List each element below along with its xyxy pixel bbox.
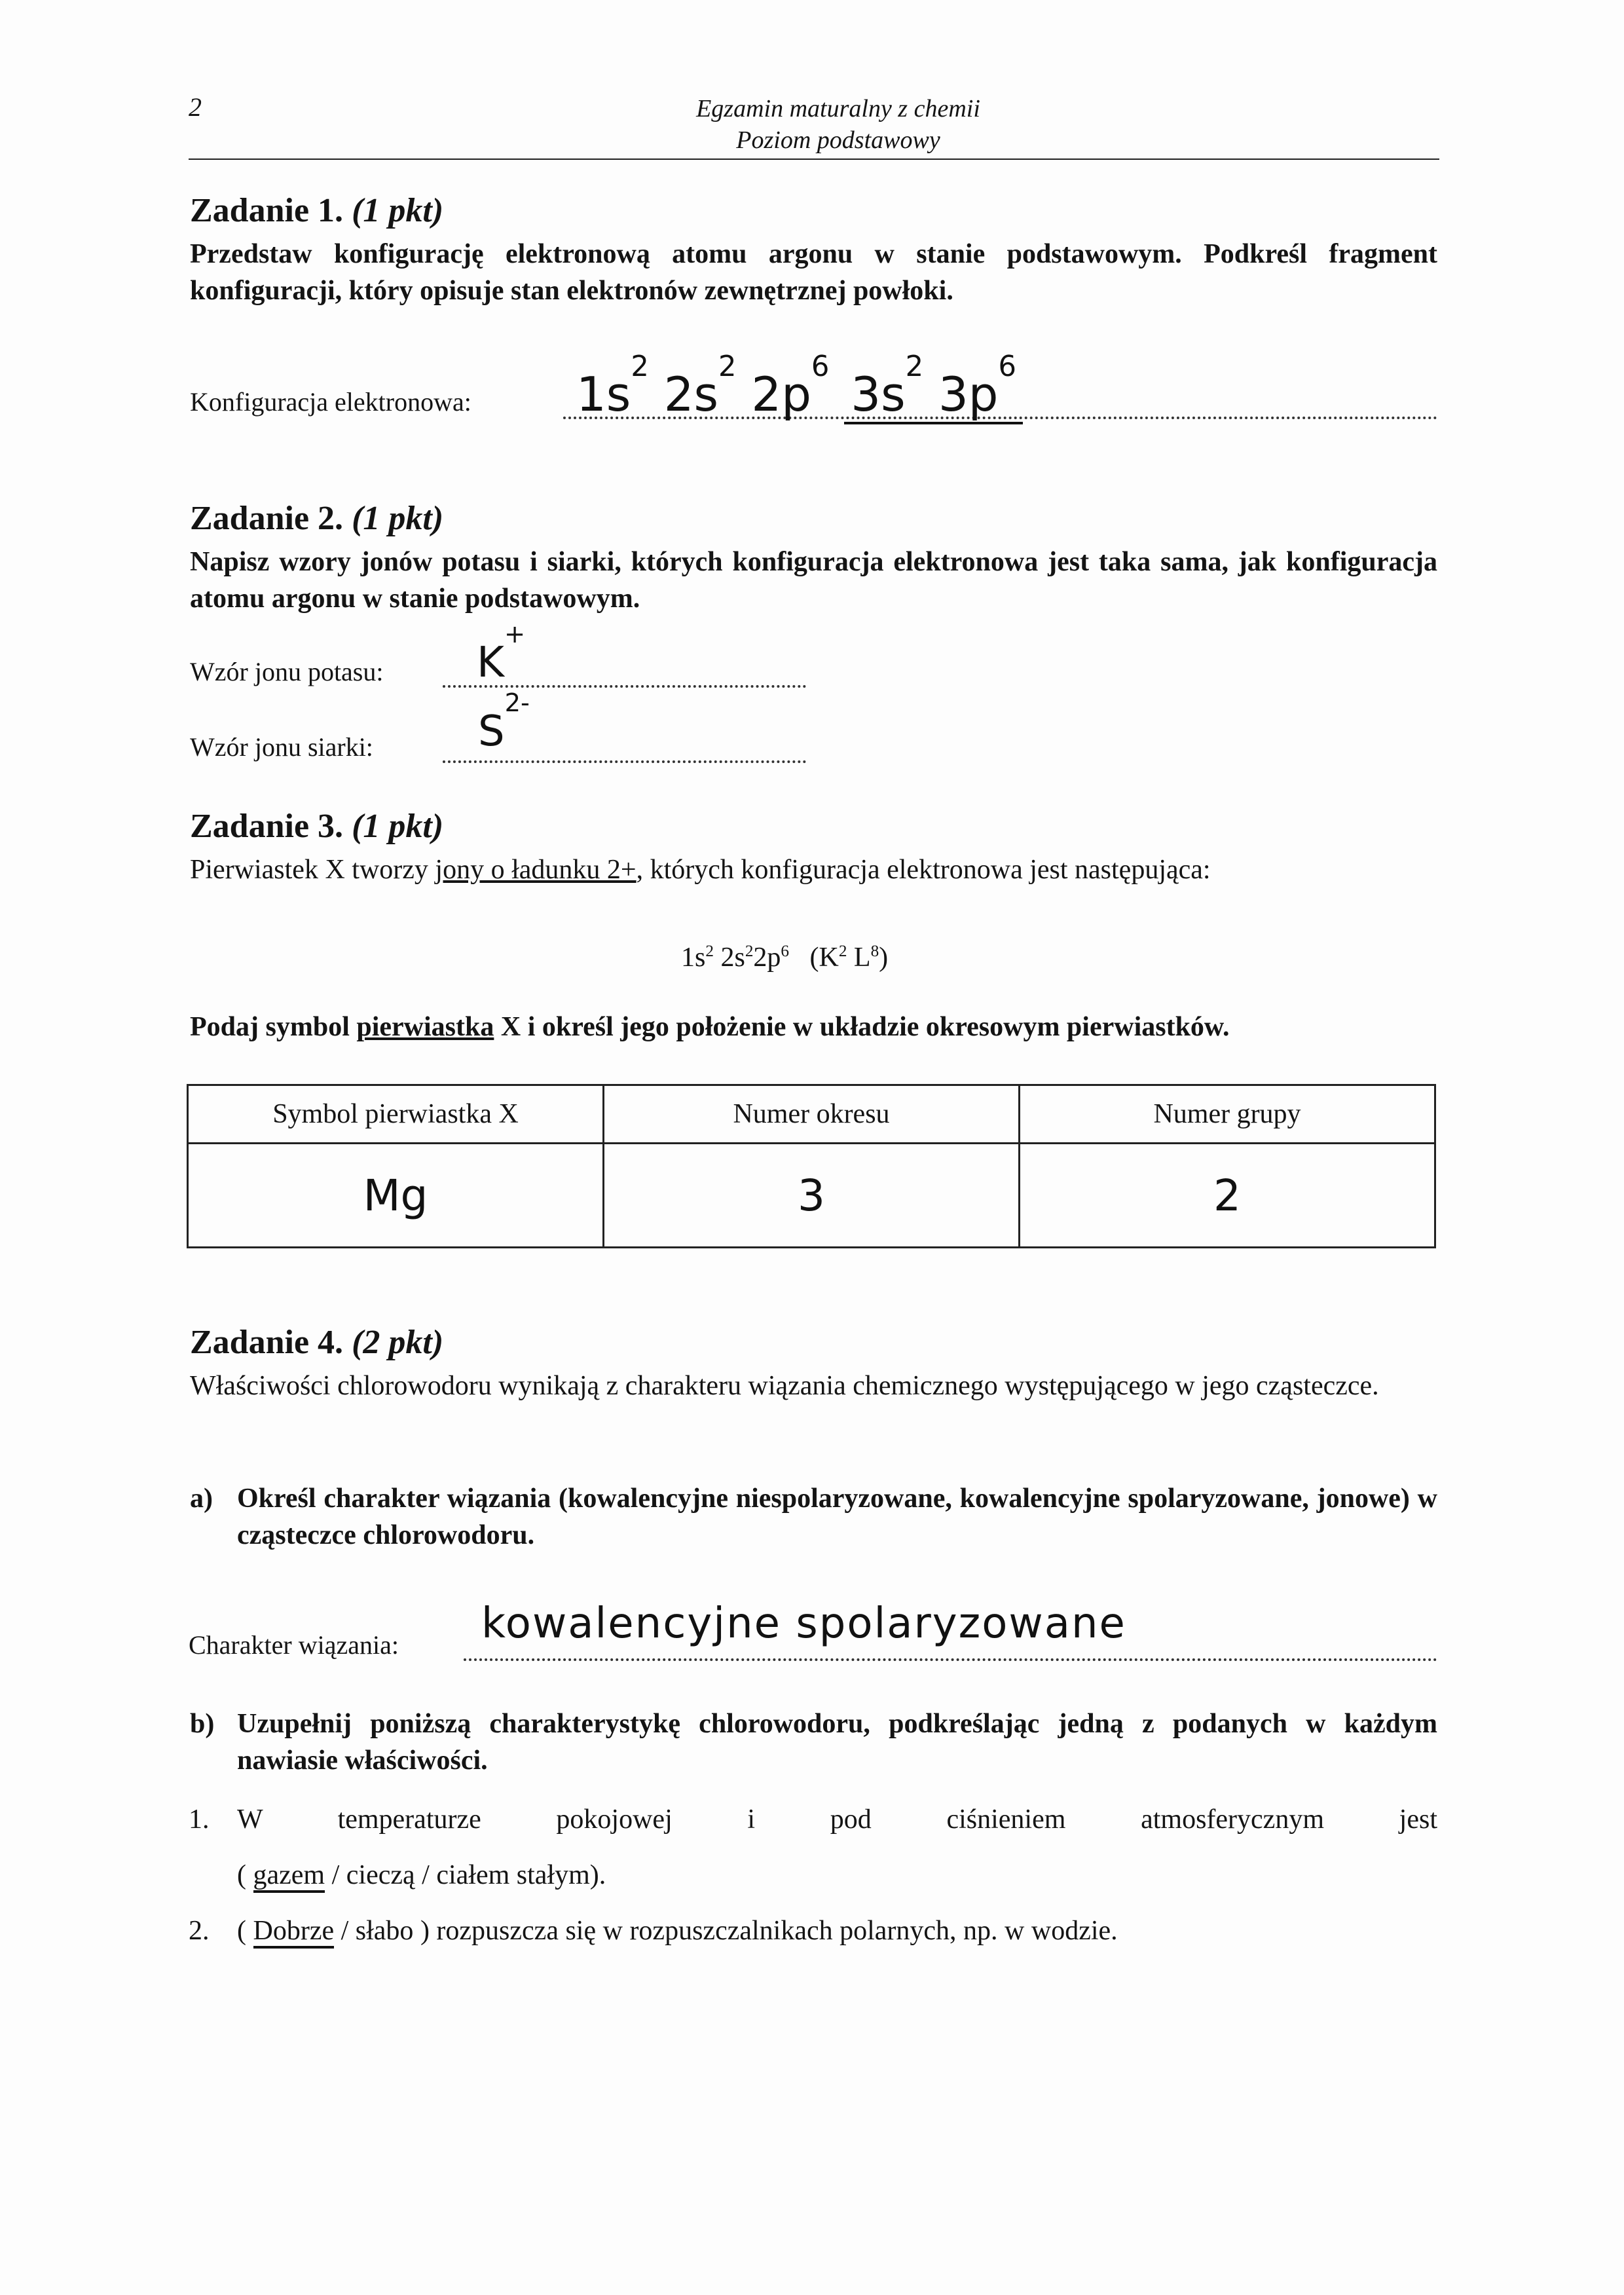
task4-points: (2 pkt) (352, 1324, 444, 1361)
table-header-group: Numer grupy (1020, 1085, 1435, 1144)
item1-options (237, 1857, 606, 1894)
table-answer-row (188, 1144, 1435, 1248)
task3-points: (1 pkt) (352, 808, 444, 845)
task3-instruction (190, 1009, 1437, 1045)
hw-valence-underlined (844, 350, 1023, 424)
task2-potassium-answer (477, 619, 526, 687)
formula-2s-exp: 2 (745, 942, 754, 960)
formula-close: ) (879, 942, 889, 973)
hw-3p-exp: 6 (998, 350, 1016, 383)
hw-2p-exp: 6 (811, 350, 830, 383)
task3-answer-table (187, 1084, 1436, 1248)
item1-option-gas[interactable]: gazem (253, 1860, 325, 1893)
formula-k: (K (809, 942, 839, 973)
task4-title (190, 1323, 443, 1362)
page-number: 2 (189, 92, 202, 122)
task4-part-b: Uzupełnij poniższą charakterystykę chlorowodoru, podkreślając jedną z podanych w każdym nawiasie właściwości. (237, 1709, 1437, 1776)
task2-instruction: Napisz wzory jonów potasu i siarki, których konfiguracja elektronowa jest taka sama, jak konfiguracja atomu argonu w stanie podstawowym. (190, 547, 1437, 614)
hw-3p: 3p (938, 367, 999, 422)
task4-intro: Właściwości chlorowodoru wynikają z charakteru wiązania chemicznego występującego w jego cząsteczce. (190, 1371, 1379, 1401)
task1-title (190, 191, 443, 230)
task2-title (190, 499, 443, 538)
hw-k: K (477, 639, 504, 687)
task3-instruction-before: Podaj symbol (190, 1012, 357, 1042)
hw-s-charge: 2- (504, 688, 530, 718)
task2-sulfur-label: Wzór jonu siarki: (190, 732, 373, 762)
formula-2p-exp: 6 (781, 942, 789, 960)
formula-l-exp: 8 (870, 942, 879, 960)
item2-text (237, 1912, 1118, 1949)
task4-answer-line[interactable] (464, 1658, 1437, 1661)
task2-points: (1 pkt) (352, 500, 444, 537)
item2-option-well[interactable]: Dobrze (253, 1916, 335, 1949)
formula-l: L (853, 942, 871, 973)
task4-part-b-label: b) (190, 1709, 215, 1739)
task3-text-after: , których konfiguracja elektronowa jest następująca: (636, 855, 1211, 885)
task3-text-before: Pierwiastek X tworzy (190, 855, 435, 885)
task3-instruction-underlined: pierwiastka (356, 1012, 494, 1042)
table-header-symbol: Symbol pierwiastka X (188, 1085, 604, 1144)
hw-k-charge: + (504, 619, 526, 649)
item2-open: ( (237, 1916, 246, 1946)
hw-3s-exp: 2 (905, 350, 924, 383)
task1-number: Zadanie 1. (190, 192, 344, 229)
item1-line1: W temperaturze pokojowej i pod ciśnieniem atmosferycznym jest (237, 1804, 1437, 1835)
task2-sulfur-answer (478, 688, 530, 756)
task1-instruction: Przedstaw konfigurację elektronową atomu argonu w stanie podstawowym. Podkreśl fragment konfiguracji, który opisuje stan elektronów zewnętrznej powłoki. (190, 239, 1437, 306)
item1-sep1: / (325, 1860, 346, 1890)
item1-option-liquid[interactable]: cieczą (346, 1860, 415, 1890)
table-answer-group[interactable]: 2 (1020, 1144, 1435, 1248)
header-title-line2: Poziom podstawowy (736, 126, 940, 154)
task4-number: Zadanie 4. (190, 1324, 344, 1361)
task3-text-underlined: jony o ładunku 2+ (435, 855, 637, 885)
item1-number: 1. (189, 1804, 210, 1835)
item1-close: ). (589, 1860, 606, 1890)
formula-1s: 1s (681, 942, 706, 973)
task2-potassium-label: Wzór jonu potasu: (190, 657, 384, 686)
formula-2s: 2s (720, 942, 745, 973)
header-title-line1: Egzamin maturalny z chemii (696, 95, 980, 122)
task4-part-a: Określ charakter wiązania (kowalencyjne niespolaryzowane, kowalencyjne spolaryzowane, jonowe) w cząsteczce chlorowodoru. (237, 1483, 1437, 1550)
formula-k-exp: 2 (838, 942, 847, 960)
hw-2s: 2s (663, 367, 719, 422)
item1-sep2: / (415, 1860, 437, 1890)
task1-handwritten-answer (576, 350, 1023, 424)
task3-text (190, 851, 1437, 888)
item2-option-poorly[interactable]: słabo (355, 1916, 414, 1946)
task1-points: (1 pkt) (352, 192, 444, 229)
header-divider (189, 159, 1439, 160)
hw-1s: 1s (576, 367, 631, 422)
task3-title (190, 807, 443, 846)
table-answer-symbol[interactable]: Mg (188, 1144, 604, 1248)
task4-part-a-label: a) (190, 1483, 213, 1514)
item1-option-solid[interactable]: ciałem stałym (436, 1860, 590, 1890)
formula-2p: 2p (753, 942, 781, 973)
formula-1s-exp: 2 (705, 942, 714, 960)
task2-sulfur-answer-line[interactable] (443, 760, 806, 763)
table-answer-period[interactable]: 3 (604, 1144, 1020, 1248)
task4-handwritten-answer: kowalencyjne spolaryzowane (481, 1599, 1126, 1648)
hw-s: S (478, 707, 505, 756)
item2-number: 2. (189, 1916, 210, 1946)
task3-instruction-after: X i określ jego położenie w układzie okresowym pierwiastków. (494, 1012, 1230, 1042)
table-header-period: Numer okresu (604, 1085, 1020, 1144)
hw-3s: 3s (851, 367, 906, 422)
task1-answer-label: Konfiguracja elektronowa: (190, 387, 471, 417)
task3-formula (681, 933, 1048, 976)
task2-number: Zadanie 2. (190, 500, 344, 537)
table-header-row (188, 1085, 1435, 1144)
hw-2s-exp: 2 (718, 350, 737, 383)
hw-1s-exp: 2 (631, 350, 649, 383)
item2-sep: / (334, 1916, 356, 1946)
hw-2p: 2p (751, 367, 811, 422)
page-header-title (589, 93, 1087, 156)
item1-open: ( (237, 1860, 246, 1890)
item2-rest: ) rozpuszcza się w rozpuszczalnikach polarnych, np. w wodzie. (413, 1916, 1118, 1946)
task3-number: Zadanie 3. (190, 808, 344, 845)
task4-answer-label: Charakter wiązania: (189, 1630, 399, 1660)
